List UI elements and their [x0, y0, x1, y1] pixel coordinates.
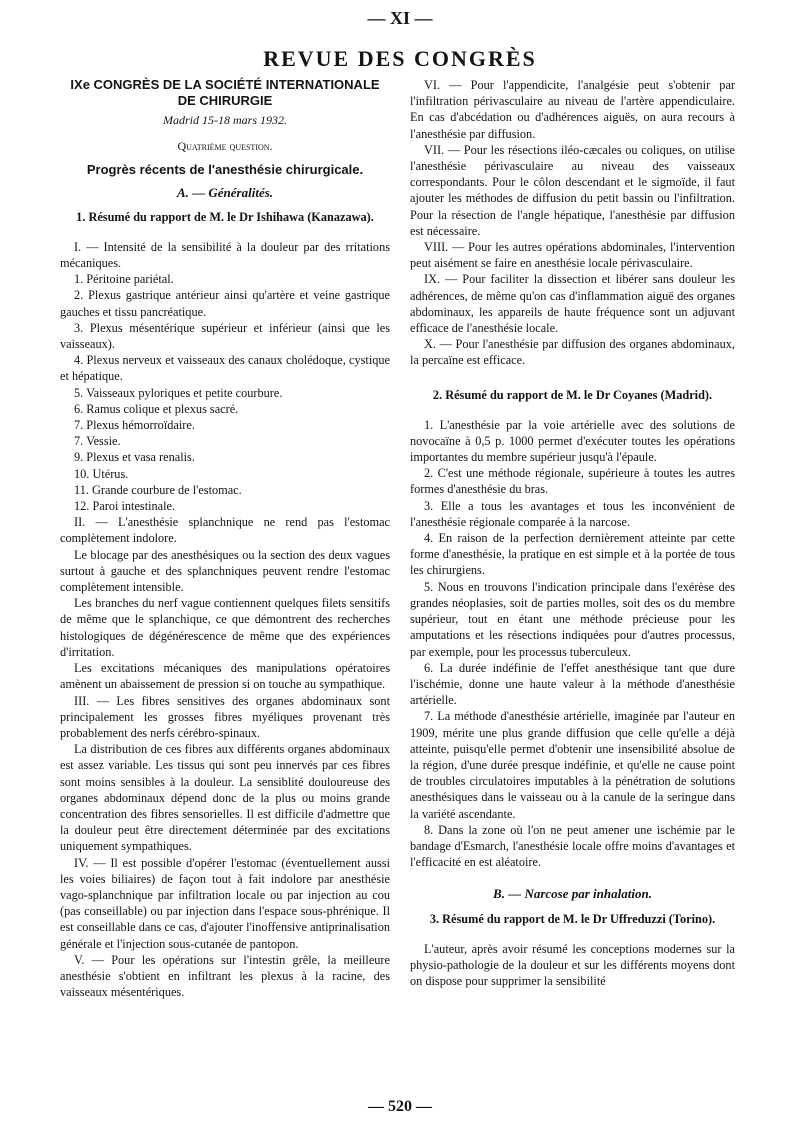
list-item: 6. Ramus colique et plexus sacré.	[74, 401, 239, 416]
report-2-heading: 2. Résumé du rapport de M. le Dr Coyanes (Madrid).	[432, 387, 713, 402]
paragraph: Les branches du nerf vague contiennent quelques filets sensitifs de même que le splanchique, ce que démontrent des recherches histologiques de dégénérescence de même que des expériences d'irritation.	[60, 596, 390, 659]
list-item: 5. Vaisseaux pyloriques et petite courbure.	[74, 385, 283, 400]
paragraph: Le blocage par des anesthésiques ou la section des deux vagues surtout à gauche et des splanchniques peuvent rendre l'estomac complètement intensible.	[60, 547, 390, 595]
paragraph: IV. — Il est possible d'opérer l'estomac (éventuellement aussi les voies biliaires) de façon tout à fait indolore par anesthésie vago-splanchnique par infiltration locale ou par injection au cou (pas conseillable) ou par injection dans l'espace sous-phrénique. Il est conseillable dans ce cas, d'ajouter l'inoffensive antiprinalisation générale et l'injection sous-cutanée de pantopon.	[60, 855, 390, 951]
section-b-heading: B. — Narcose par inhalation.	[493, 886, 652, 902]
right-column	[410, 77, 735, 989]
paragraph: 1. L'anesthésie par la voie artérielle avec des solutions de novocaïne à 0,5 p. 1000 permet d'exécuter toutes les opérations importantes du membre supérieur jusqu'à l'épaule.	[410, 417, 735, 465]
paragraph: VI. — Pour l'appendicite, l'analgésie peut s'obtenir par l'infiltration périvasculaire au niveau de l'artère appendiculaire. En cas d'abcédation ou d'adhérences aiguës, on aura recours à l'anesthésie par diffusion.	[410, 78, 735, 141]
paragraph: III. — Les fibres sensitives des organes abdominaux sont principalement les grosses fibres myéliques provenant très probablement des nerfs cérébro-spinaux.	[60, 693, 390, 740]
paragraph: 5. Nous en trouvons l'indication principale dans l'exérèse des grandes néoplasies, soit de parties molles, soit des os du membre supérieur, tout en étant une méthode précieuse pour les amputations et les résections indiquées pour d'autres processus, par exemple, pour les processus tuberculeux.	[410, 579, 735, 659]
paragraph: 3. Elle a tous les avantages et tous les inconvénient de l'anesthésie régionale comparée à la narcose.	[410, 498, 735, 529]
list-item: 12. Paroi intestinale.	[74, 499, 176, 514]
paragraph: L'auteur, après avoir résumé les conceptions modernes sur la physio-pathologie de la douleur et sur les différents moyens dont on dispose pour supprimer la sensibilité	[410, 941, 735, 988]
list-item: 4. Plexus nerveux et vaisseaux des canaux cholédoque, cystique et hépatique.	[60, 353, 390, 384]
list-item: 11. Grande courbure de l'estomac.	[74, 482, 242, 497]
question-label: Quatrième question.	[177, 139, 273, 154]
list-item: 10. Utérus.	[74, 466, 129, 481]
paragraph: VII. — Pour les résections iléo-cæcales ou coliques, on utilise l'anesthésie périvasculaire au niveau des vaisseaux correspondants. Pour le côlon descendant et le sigmoïde, il faut ajouter les méthodes de diffusion du petit bassin ou l'infiltration. Pour la résection de l'angle hépatique, l'anesthésie par diffusion est nécessaire.	[410, 142, 735, 238]
list-item: 9. Plexus et vasa renalis.	[74, 450, 195, 465]
subject-heading: Progrès récents de l'anesthésie chirurgicale.	[86, 162, 364, 178]
list-item: 1. Péritoine pariétal.	[74, 272, 174, 287]
list-item: 7. Plexus hémorroïdaire.	[74, 418, 195, 433]
list-item: 7. Vessie.	[74, 434, 121, 449]
paragraph: 8. Dans la zone où l'on ne peut amener une ischémie par le bandage d'Esmarch, l'anesthésie locale offre moins d'avantages et l'efficacité en est aléatoire.	[410, 822, 735, 870]
page-number: — 520 —	[368, 1098, 432, 1115]
roman-page-number: — XI —	[367, 8, 433, 28]
paragraph: 2. C'est une méthode régionale, supérieure à toutes les autres formes d'anesthésie du bras.	[410, 466, 735, 497]
paragraph: 6. La durée indéfinie de l'effet anesthésique tant que dure l'ischémie, donne une haute valeur à la méthode d'anesthésie artérielle.	[410, 660, 735, 708]
list-item: 3. Plexus mésentérique supérieur et inférieur (ainsi que les vaisseaux).	[60, 320, 390, 352]
paragraph: La distribution de ces fibres aux différents organes abdominaux est assez variable. Les tissus qui sont peu innervés par ces fibres sont moins sensibles à la douleur. La sensiblité douloureuse des organes abdominaux dépend donc de la plus ou moins grande concentration des fibres sensorielles. Il est difficile d'admettre que la douleur peut être directement déterminée par des excitations uniquement sympathiques.	[60, 742, 390, 854]
page-title: REVUE DES CONGRÈS	[263, 46, 537, 71]
paragraph: V. — Pour les opérations sur l'intestin grêle, la meilleure anesthésie s'obtient en infiltrant les plexus à la racine, des vaisseaux mésentériques.	[60, 952, 390, 1000]
report-1-heading: 1. Résumé du rapport de M. le Dr Ishihawa (Kanazawa).	[76, 209, 374, 224]
paragraph: Les excitations mécaniques des manipulations opératoires amènent un abaissement de pression si on touche au sympathique.	[60, 661, 390, 692]
section-a-heading: A. — Généralités.	[176, 184, 274, 200]
place-date: Madrid 15-18 mars 1932.	[162, 113, 287, 127]
paragraph: II. — L'anesthésie splanchnique ne rend pas l'estomac complètement indolore.	[60, 515, 390, 546]
paragraph: IX. — Pour faciliter la dissection et libérer sans douleur les adhérences, de même qu'on cas d'inflammation aiguë des organes abdominaux, les appareils de haute fréquence sont un adjuvant efficace de l'anesthésie locale.	[410, 272, 735, 336]
paragraph: X. — Pour l'anesthésie par diffusion des organes abdominaux, la percaïne est efficace.	[410, 337, 735, 368]
list-item: 2. Plexus gastrique antérieur ainsi qu'artère et veine gastrique gauches et tissu pancréatique.	[60, 288, 390, 319]
left-column	[60, 77, 390, 1000]
paragraph: 4. En raison de la perfection dernièrement atteinte par cette forme d'anesthésie, la pratique en est simple et à la portée de tous les chirurgiens.	[410, 531, 735, 578]
congress-title: IXe CONGRÈS DE LA SOCIÉTÉ INTERNATIONALE DE CHIRURGIE	[70, 77, 380, 108]
paragraph: 7. La méthode d'anesthésie artérielle, imaginée par l'auteur en 1909, mérite une plus grande diffusion que celle qu'elle a déjà atteinte, puisqu'elle permet d'obtenir une insensibilité absolue de la région, d'une durée presque indéfinie, et qu'elle ne cause point de troubles circulatoires imputables à la pénétration de solutions anesthésiques dans le vaisseau ou à la canule de la seringue dans la variété ascendante.	[410, 709, 735, 821]
paragraph: I. — Intensité de la sensibilité à la douleur par des rritations mécaniques.	[60, 239, 390, 271]
report-3-heading: 3. Résumé du rapport de M. le Dr Uffreduzzi (Torino).	[429, 911, 716, 926]
paragraph: VIII. — Pour les autres opérations abdominales, l'intervention peut aisément se faire en anesthésie locale périvasculaire.	[410, 240, 735, 271]
